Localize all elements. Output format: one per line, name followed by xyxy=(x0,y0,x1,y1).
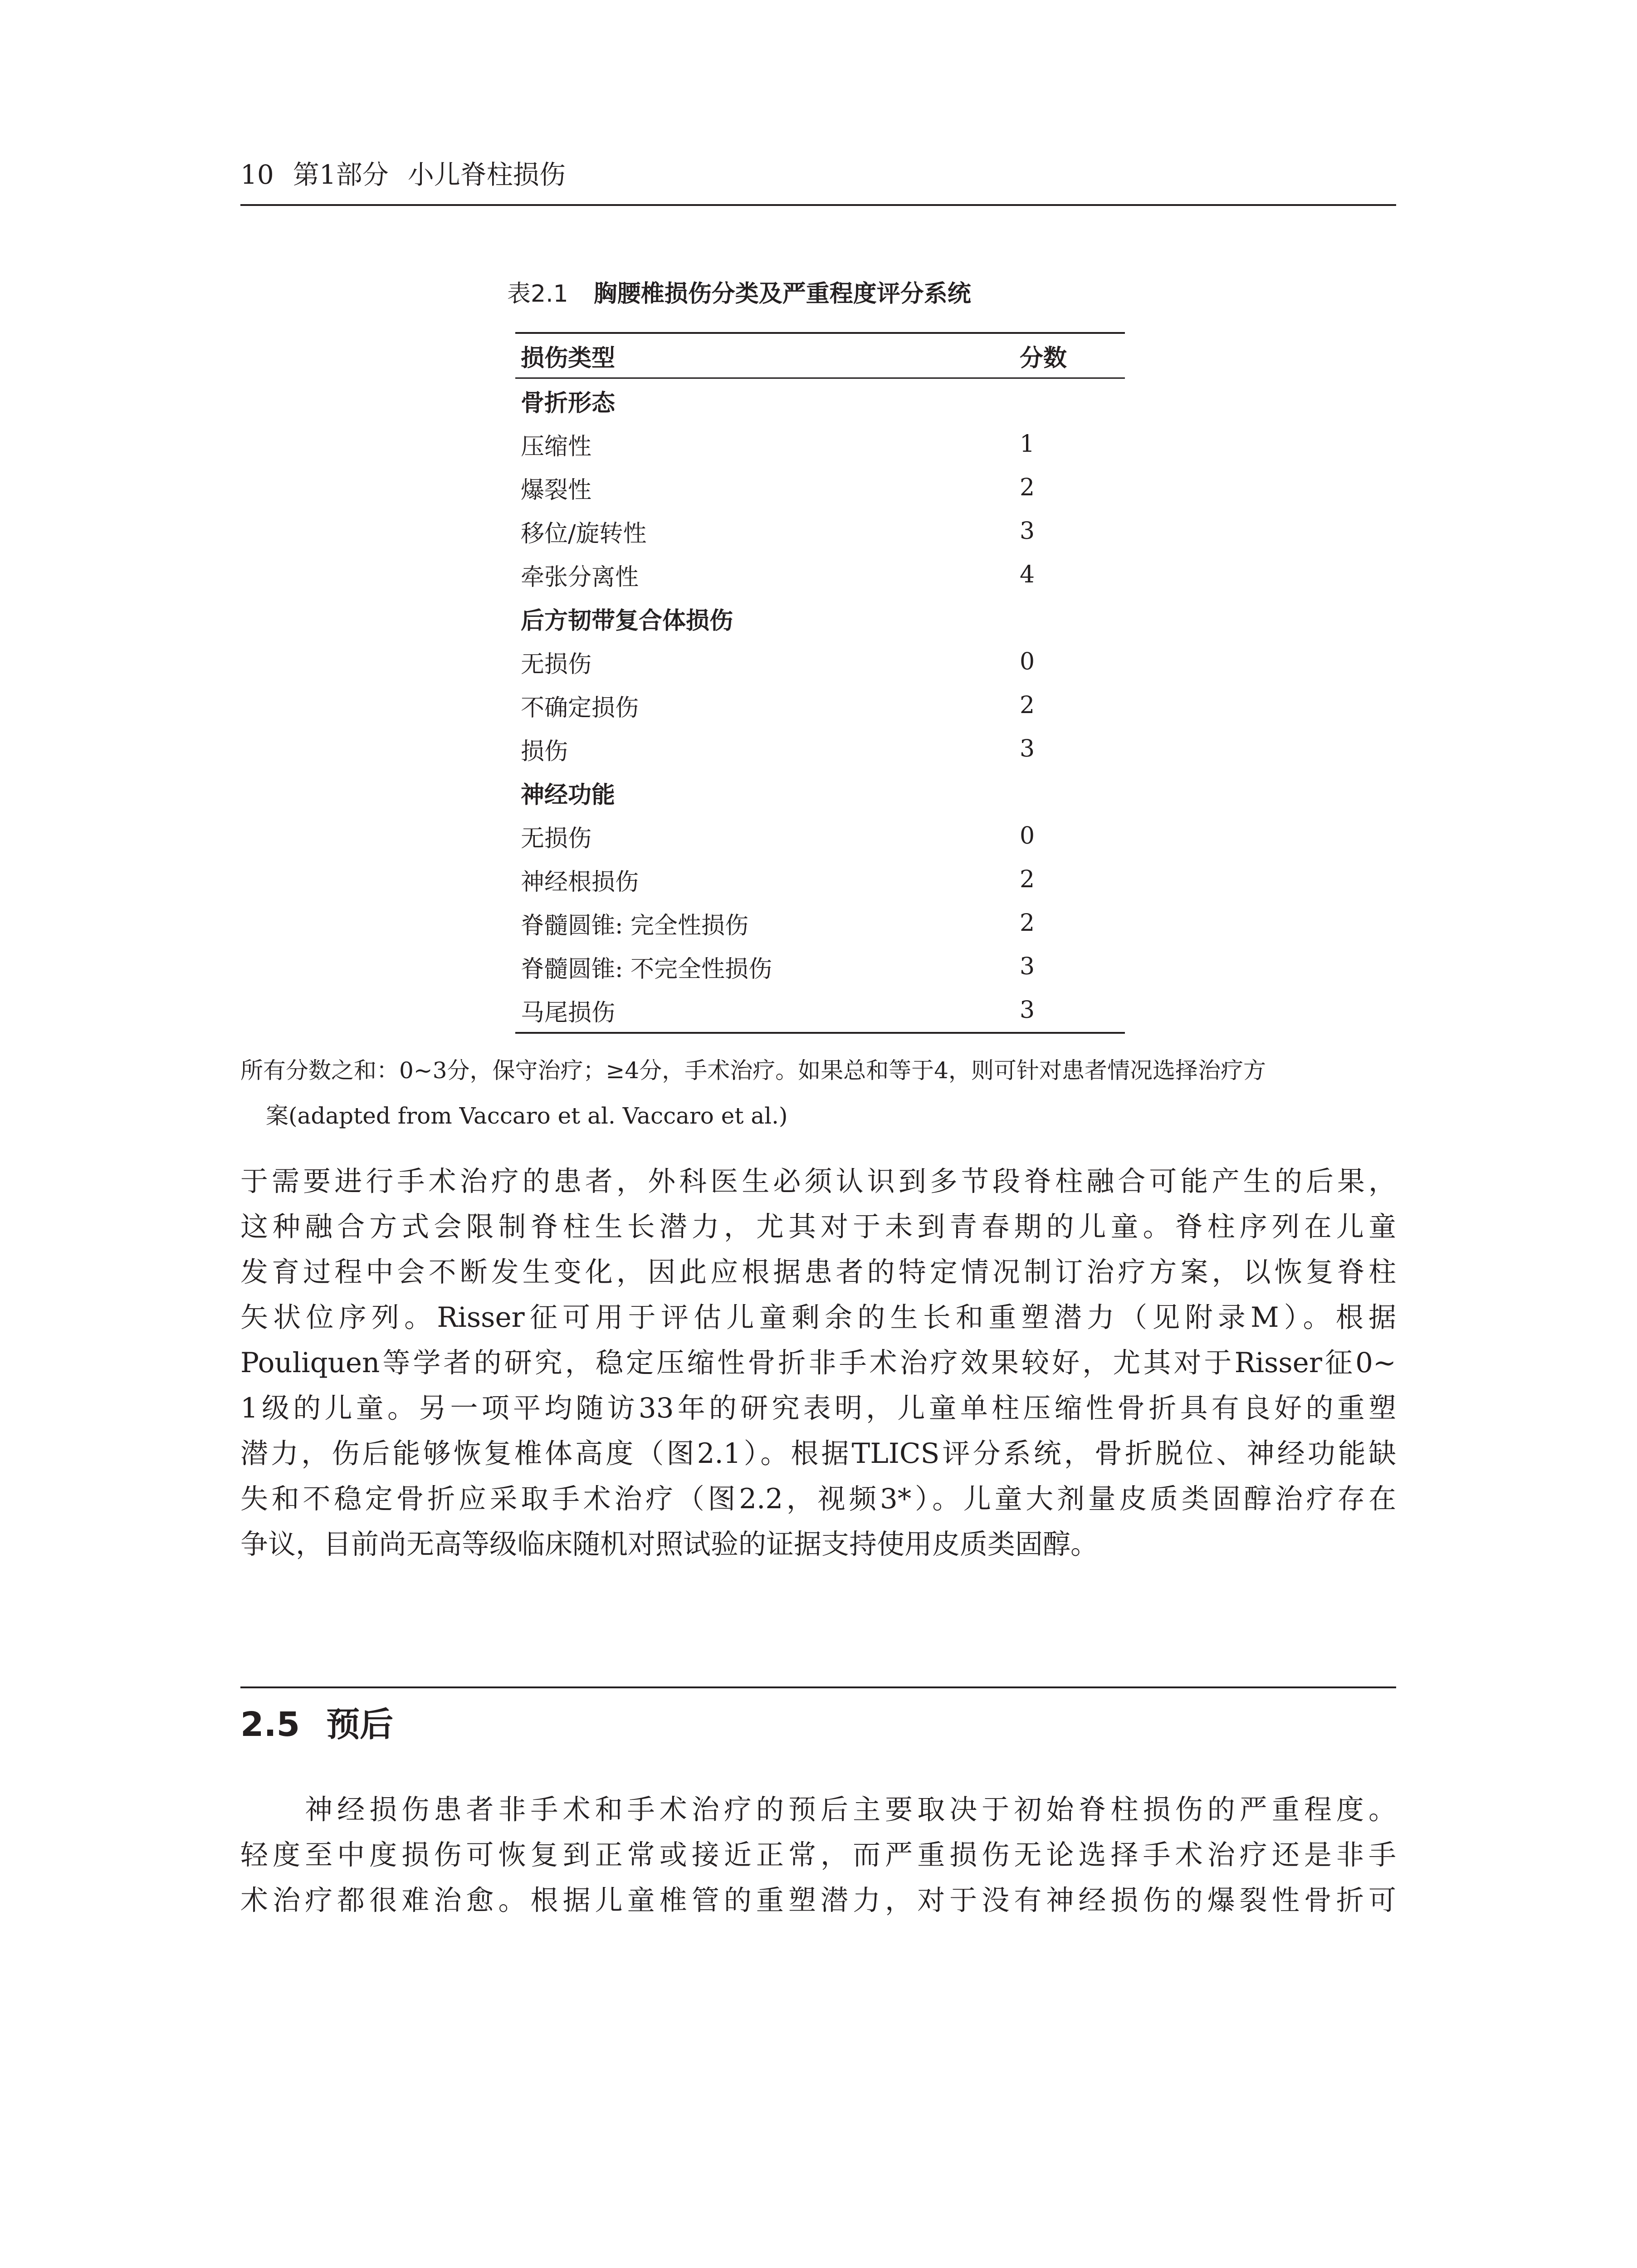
table-row xyxy=(515,814,1125,858)
column-header-type: 损伤类型 xyxy=(521,344,616,372)
table-row xyxy=(515,945,1125,988)
row-label: 爆裂性 xyxy=(521,476,592,504)
row-label: 移位/旋转性 xyxy=(521,520,647,547)
table-group-row xyxy=(515,379,1125,422)
chapter-title: 小儿脊柱损伤 xyxy=(407,159,566,190)
section-number: 2.5 xyxy=(240,1705,300,1744)
text-line: 潜力，伤后能够恢复椎体高度（图2.1）。根据TLICS评分系统，骨折脱位、神经功能缺 xyxy=(240,1437,1396,1470)
text-line: 神经损伤患者非手术和手术治疗的预后主要取决于初始脊柱损伤的严重程度。 xyxy=(240,1794,1396,1826)
table-group-row xyxy=(515,771,1125,814)
column-header-score: 分数 xyxy=(1020,344,1067,372)
part-label: 第1部分 xyxy=(293,159,389,190)
table-row xyxy=(515,901,1125,945)
section-title: 预后 xyxy=(326,1705,394,1744)
group-label: 骨折形态 xyxy=(521,389,616,417)
text-line: 1级的儿童。另一项平均随访33年的研究表明，儿童单柱压缩性骨折具有良好的重塑 xyxy=(240,1392,1396,1424)
body-paragraph xyxy=(240,1787,1396,1923)
table-row xyxy=(515,509,1125,553)
page-number: 10 xyxy=(240,159,274,190)
row-score: 2 xyxy=(1020,474,1035,501)
group-label: 神经功能 xyxy=(521,781,616,809)
table-row xyxy=(515,422,1125,466)
text-line: Pouliquen等学者的研究，稳定压缩性骨折非手术治疗效果较好，尤其对于Risser征0~ xyxy=(240,1347,1396,1379)
row-score: 4 xyxy=(1020,561,1035,588)
header-rule xyxy=(240,204,1396,206)
section-rule xyxy=(240,1686,1396,1688)
section-heading xyxy=(240,1702,393,1747)
row-label: 压缩性 xyxy=(521,433,592,460)
table-header-row xyxy=(515,334,1125,377)
row-label: 脊髓圆锥: 不完全性损伤 xyxy=(521,955,772,983)
table-row xyxy=(515,727,1125,771)
row-score: 2 xyxy=(1020,909,1035,937)
tlics-table xyxy=(515,332,1125,1034)
table-caption xyxy=(507,276,971,312)
text-line: 失和不稳定骨折应采取手术治疗（图2.2，视频3*）。儿童大剂量皮质类固醇治疗存在 xyxy=(240,1483,1396,1515)
row-label: 不确定损伤 xyxy=(521,694,639,722)
row-label: 牵张分离性 xyxy=(521,563,639,591)
row-score: 3 xyxy=(1020,518,1035,545)
text-line: 发育过程中会不断发生变化，因此应根据患者的特定情况制订治疗方案，以恢复脊柱 xyxy=(240,1256,1396,1288)
body-paragraph xyxy=(240,1159,1396,1567)
text-line: 这种融合方式会限制脊柱生长潜力，尤其对于未到青春期的儿童。脊柱序列在儿童 xyxy=(240,1211,1396,1243)
row-score: 3 xyxy=(1020,997,1035,1024)
text-line: 争议，目前尚无高等级临床随机对照试验的证据支持使用皮质类固醇。 xyxy=(240,1528,1099,1560)
table-row xyxy=(515,466,1125,509)
group-label: 后方韧带复合体损伤 xyxy=(521,607,733,635)
table-row xyxy=(515,640,1125,684)
row-label: 神经根损伤 xyxy=(521,868,639,896)
text-line: 术治疗都很难治愈。根据儿童椎管的重塑潜力，对于没有神经损伤的爆裂性骨折可 xyxy=(240,1884,1396,1916)
table-title: 胸腰椎损伤分类及严重程度评分系统 xyxy=(593,280,971,308)
table-number: 表2.1 xyxy=(507,280,568,308)
running-header xyxy=(240,156,585,193)
table-footnote xyxy=(240,1048,1396,1139)
table-row xyxy=(515,553,1125,596)
row-label: 马尾损伤 xyxy=(521,999,616,1026)
row-score: 2 xyxy=(1020,866,1035,893)
text-line: 轻度至中度损伤可恢复到正常或接近正常，而严重损伤无论选择手术治疗还是非手 xyxy=(240,1839,1396,1871)
row-score: 1 xyxy=(1020,430,1035,458)
table-row xyxy=(515,684,1125,727)
row-score: 0 xyxy=(1020,822,1035,850)
row-label: 损伤 xyxy=(521,738,568,765)
text-line: 于需要进行手术治疗的患者，外科医生必须认识到多节段脊柱融合可能产生的后果， xyxy=(240,1165,1396,1198)
row-score: 3 xyxy=(1020,735,1035,763)
table-row xyxy=(515,988,1125,1032)
table-bottom-rule xyxy=(515,1032,1125,1034)
row-score: 3 xyxy=(1020,953,1035,980)
footnote-line: 所有分数之和：0~3分，保守治疗；≥4分，手术治疗。如果总和等于4，则可针对患者情况选择治疗方 xyxy=(240,1057,1266,1084)
table-group-row xyxy=(515,596,1125,640)
text-line: 矢状位序列。Risser征可用于评估儿童剩余的生长和重塑潜力（见附录M）。根据 xyxy=(240,1301,1396,1334)
row-score: 2 xyxy=(1020,692,1035,719)
row-label: 无损伤 xyxy=(521,650,592,678)
footnote-line: 案(adapted from Vaccaro et al. Vaccaro et al.) xyxy=(266,1103,788,1129)
row-label: 脊髓圆锥: 完全性损伤 xyxy=(521,912,749,939)
row-score: 0 xyxy=(1020,648,1035,675)
table-row xyxy=(515,858,1125,901)
row-label: 无损伤 xyxy=(521,825,592,852)
